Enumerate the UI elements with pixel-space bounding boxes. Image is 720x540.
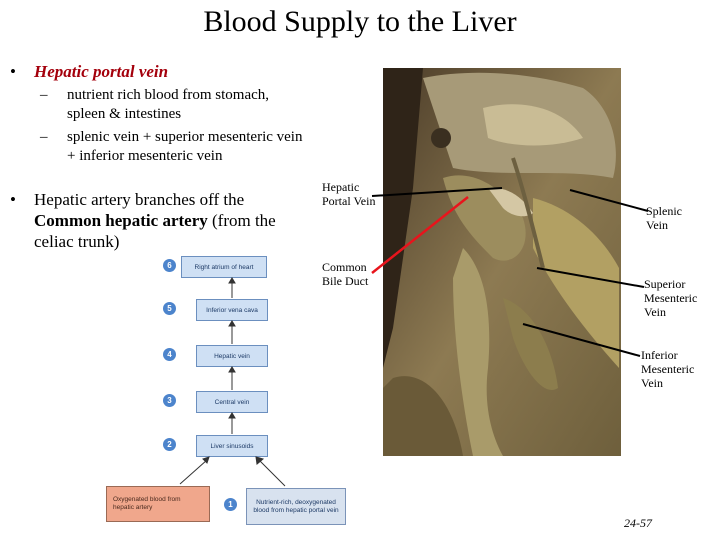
source-portal-blood: Nutrient-rich, deoxygenated blood from hepatic portal vein <box>246 488 346 525</box>
bullet-marker: • <box>10 190 16 209</box>
subbullet-text: splenic vein + superior mesenteric vein + inferior mesenteric vein <box>67 129 303 164</box>
pointer-common-bile-duct <box>372 197 468 273</box>
slide-number: 24-57 <box>624 516 652 530</box>
bullet-text: Hepatic portal vein <box>34 62 169 81</box>
step-central-vein: Central vein <box>196 391 268 413</box>
dash-marker: – <box>40 129 48 145</box>
step-right-atrium: Right atrium of heart <box>181 256 267 278</box>
label-splenic-vein: Splenic Vein <box>646 204 682 232</box>
pointer-splenic-vein <box>570 190 648 211</box>
slide-title: Blood Supply to the Liver <box>203 5 517 38</box>
flow-arrows <box>180 278 285 486</box>
step-number: 2 <box>163 438 176 451</box>
bullet-text-pre: Hepatic artery branches off the <box>34 190 245 209</box>
step-number: 3 <box>163 394 176 407</box>
bullet-text-bold: Common hepatic artery <box>34 211 208 230</box>
bullet-text-post: (from the celiac trunk) <box>34 211 276 251</box>
step-number: 1 <box>224 498 237 511</box>
pointer-inferior-mesenteric-vein <box>523 324 640 356</box>
step-number: 4 <box>163 348 176 361</box>
source-oxygenated-blood: Oxygenated blood from hepatic artery <box>106 486 210 522</box>
step-number: 5 <box>163 302 176 315</box>
label-inferior-mesenteric-vein: Inferior Mesenteric Vein <box>641 348 695 390</box>
dash-marker: – <box>40 87 48 103</box>
step-number: 6 <box>163 259 176 272</box>
label-common-bile-duct: Common Bile Duct <box>322 260 369 288</box>
pointer-superior-mesenteric-vein <box>537 268 644 287</box>
bullet-marker: • <box>10 62 16 81</box>
step-inferior-vena-cava: Inferior vena cava <box>196 299 268 321</box>
label-superior-mesenteric-vein: Superior Mesenteric Vein <box>644 277 698 319</box>
subbullet-text: nutrient rich blood from stomach, spleen & intestines <box>67 87 270 122</box>
label-hepatic-portal-vein: Hepatic Portal Vein <box>322 180 376 208</box>
step-liver-sinusoids: Liver sinusoids <box>196 435 268 457</box>
pointer-hepatic-portal-vein <box>372 188 502 196</box>
step-hepatic-vein: Hepatic vein <box>196 345 268 367</box>
